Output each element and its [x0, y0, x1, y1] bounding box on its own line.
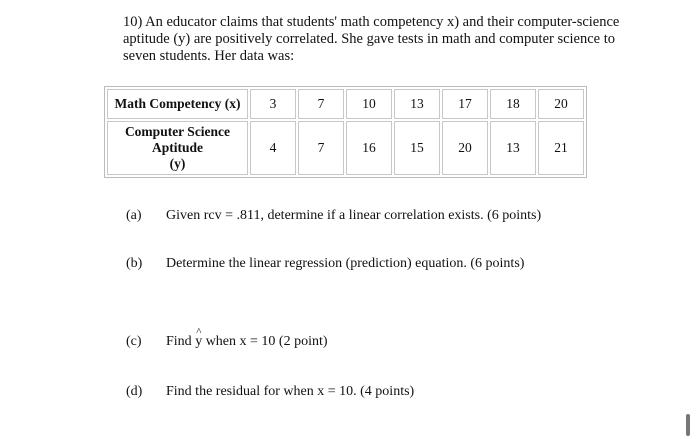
question-letter: (a) — [126, 208, 142, 223]
row-header-math-competency: Math Competency (x) — [107, 89, 248, 119]
row-header-line: Aptitude — [151, 140, 203, 155]
question-letter: (d) — [126, 384, 143, 399]
y-value-cell: 15 — [394, 121, 440, 175]
y-value-cell: 16 — [346, 121, 392, 175]
row-header-line: Computer Science — [124, 124, 231, 139]
row-header-computer-science-aptitude — [107, 121, 248, 175]
question-text: Find the residual for when x = 10. (4 points) — [166, 384, 415, 399]
y-value-cell: 4 — [250, 121, 296, 175]
question-text-part: Find — [166, 334, 196, 349]
x-value-cell: 7 — [298, 89, 344, 119]
x-value-cell: 3 — [250, 89, 296, 119]
y-value-cell: 13 — [490, 121, 536, 175]
x-value-cell: 10 — [346, 89, 392, 119]
x-value-cell: 18 — [490, 89, 536, 119]
question-text: Given rcv = .811, determine if a linear correlation exists. (6 points) — [166, 208, 542, 223]
y-value-cell: 7 — [298, 121, 344, 175]
question-text-part: when x = 10 (2 point) — [205, 334, 328, 349]
y-value-cell: 21 — [538, 121, 584, 175]
x-value-cell: 17 — [442, 89, 488, 119]
problem-line-2: aptitude (y) are positively correlated. She gave tests in math and computer science to — [123, 31, 616, 47]
problem-statement — [98, 14, 638, 65]
x-value-cell: 20 — [538, 89, 584, 119]
y-value-cell: 20 — [442, 121, 488, 175]
question-text — [166, 334, 328, 350]
data-table — [104, 86, 587, 178]
problem-line-3: seven students. Her data was: — [123, 48, 295, 64]
problem-line-1: 10) An educator claims that students' math competency x) and their computer-science — [123, 14, 620, 30]
row-header-line: (y) — [169, 156, 186, 171]
question-letter: (c) — [126, 334, 142, 349]
table-row-y — [107, 121, 584, 175]
question-letter: (b) — [126, 256, 143, 271]
table-row-x — [107, 89, 584, 119]
x-value-cell: 13 — [394, 89, 440, 119]
question-text: Determine the linear regression (prediction) equation. (6 points) — [166, 256, 525, 271]
y-hat-symbol: ^ y — [195, 334, 202, 350]
scrollbar-thumb[interactable] — [686, 414, 690, 436]
